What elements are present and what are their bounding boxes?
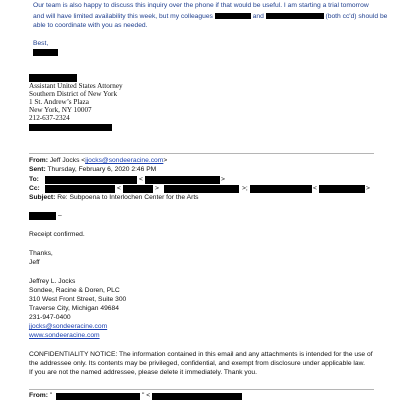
sender-firm: Sondee, Racine & Doren, PLC [29,287,120,294]
header-sent-value: Thursday, February 6, 2020 2:46 PM [47,166,157,173]
closing-best: Best, [33,40,49,47]
redaction-block [45,185,115,193]
header-to-label: To: [29,176,39,183]
redaction-block [164,185,239,193]
redaction-block [29,212,56,220]
header-subject-row [29,195,199,202]
next-header-from-row [29,393,52,400]
next-header-quote-close: " < [142,392,151,399]
sender-email-link[interactable]: jjocks@sondeeracine.com [29,323,108,330]
intro-line-2c: (both cc'd) should be [325,13,388,20]
sender-address-2: Traverse City, Michigan 49684 [29,305,119,312]
header-sent-row [29,167,156,174]
intro-line-3: able to coordinate with you as needed. [33,22,148,29]
redaction-block [145,176,220,184]
header-subject-label: Subject: [29,194,56,201]
sender-website-link[interactable]: www.sondeeracine.com [29,332,100,339]
redaction-block [250,185,312,193]
angle-close: > [155,185,159,192]
next-header-quote-open: " [49,392,53,399]
usao-sig-line-1: Assistant United States Attorney [29,82,123,90]
header-cc-row [29,186,40,193]
redaction-block [45,176,137,184]
angle-close-semicolon: >; [242,185,248,192]
header-sent-label: Sent: [29,166,46,173]
email-separator [29,153,374,154]
redaction-block [33,49,58,56]
header-from-label: From: [29,157,48,164]
header-cc-label: Cc: [29,185,40,192]
sender-phone: 231-947-0400 [29,314,71,321]
redaction-block [266,13,324,19]
header-from-close: > [163,157,168,164]
header-from-row [29,158,167,165]
intro-line-2a: and will have limited availability this week, but my colleagues [33,13,213,20]
notice-line-1: CONFIDENTIALITY NOTICE: The information contained in this email and any attachments is intended for the use of [29,351,373,358]
greeting-dash: – [58,212,62,219]
sender-address-1: 310 West Front Street, Suite 300 [29,296,127,303]
angle-close: > [221,176,225,183]
intro-line-2b: and [252,13,264,20]
intro-line-2 [33,13,387,21]
notice-line-3: If you are not the named addressee, please delete it immediately. Thank you. [29,369,258,376]
body-thanks: Thanks, [29,250,53,257]
usao-sig-line-5: 212-637-2324 [29,114,70,122]
next-header-from-label: From: [29,392,48,399]
angle-open: < [313,185,317,192]
header-subject-value: Re: Subpoena to Interlochen Center for the Arts [57,194,199,201]
angle-open: < [139,176,143,183]
angle-open: < [117,185,121,192]
redaction-block [152,393,242,400]
header-from-name: Jeff Jocks < [49,157,86,164]
usao-sig-line-4: New York, NY 10007 [29,106,92,114]
redaction-block [56,393,140,400]
body-name: Jeff [29,259,40,266]
header-to-row [29,177,39,184]
header-from-email-link[interactable]: jjocks@sondeeracine.com [85,157,164,164]
redaction-block [123,185,153,193]
redaction-block [319,185,365,193]
usao-sig-line-3: 1 St. Andrew’s Plaza [29,98,89,106]
redaction-block [29,74,77,82]
body-line-1: Receipt confirmed. [29,231,85,238]
usao-sig-line-2: Southern District of New York [29,90,118,98]
sender-name: Jeffrey L. Jocks [29,278,76,285]
email-separator [29,389,374,390]
angle-close: > [366,185,370,192]
notice-line-2: the addressee only. Its contents may be privileged, confidential, and exempt from disclosure under applicable law. [29,360,365,367]
redaction-block [29,124,112,131]
redaction-block [215,13,251,19]
intro-line-1: Our team is also happy to discuss this inquiry over the phone if that would be useful. I am starting a trial tomorrow [33,2,369,9]
